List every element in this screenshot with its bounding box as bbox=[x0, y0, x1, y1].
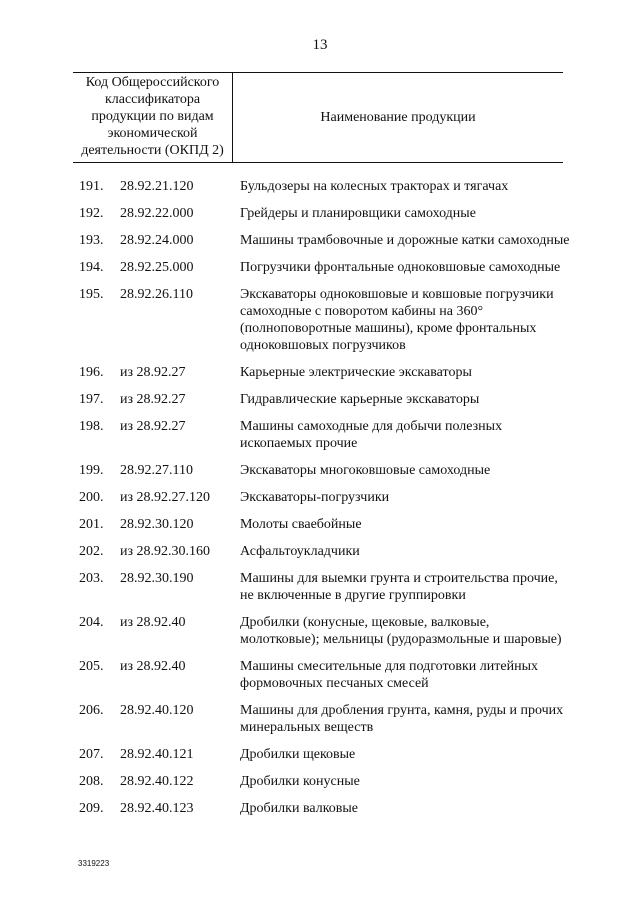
table-row bbox=[0, 364, 640, 391]
row-code: из 28.92.27.120 bbox=[120, 490, 211, 505]
row-name: Дробилки (конусные, щековые, валковые, молотковые); мельницы (рудоразмольные и шаровые) bbox=[240, 615, 562, 647]
row-code: 28.92.30.190 bbox=[120, 571, 194, 586]
header-code-column bbox=[73, 74, 232, 159]
row-code: из 28.92.40 bbox=[120, 659, 186, 674]
table-row bbox=[0, 746, 640, 773]
row-code: 28.92.30.120 bbox=[120, 517, 194, 532]
row-number: 201. bbox=[79, 517, 104, 532]
row-number: 196. bbox=[79, 365, 104, 380]
page-number: 13 bbox=[312, 37, 328, 53]
row-code: 28.92.26.110 bbox=[120, 287, 193, 302]
row-name: Машины самоходные для добычи полезных ископаемых прочие bbox=[240, 419, 503, 451]
table-row bbox=[0, 702, 640, 746]
table-row bbox=[0, 658, 640, 702]
row-name: Экскаваторы многоковшовые самоходные bbox=[240, 463, 491, 478]
table-header bbox=[73, 72, 563, 163]
row-name: Дробилки щековые bbox=[240, 747, 356, 762]
row-code: 28.92.21.120 bbox=[120, 179, 194, 194]
table-row bbox=[0, 543, 640, 570]
table-row bbox=[0, 516, 640, 543]
row-number: 191. bbox=[79, 179, 104, 194]
row-name: Машины смесительные для подготовки литейных формовочных песчаных смесей bbox=[240, 659, 538, 691]
row-number: 193. bbox=[79, 233, 104, 248]
header-code-line: экономической bbox=[107, 126, 198, 141]
row-code: 28.92.40.121 bbox=[120, 747, 194, 762]
row-name: Машины для дробления грунта, камня, руды и прочих минеральных веществ bbox=[240, 703, 564, 735]
row-number: 207. bbox=[79, 747, 104, 762]
table-row bbox=[0, 418, 640, 462]
header-code-line: продукции по видам bbox=[91, 109, 214, 124]
row-name: Экскаваторы-погрузчики bbox=[240, 490, 390, 505]
table-row bbox=[0, 232, 640, 259]
row-number: 198. bbox=[79, 419, 104, 434]
table-row bbox=[0, 614, 640, 658]
row-number: 205. bbox=[79, 659, 104, 674]
row-code: из 28.92.27 bbox=[120, 365, 186, 380]
row-name: Гидравлические карьерные экскаваторы bbox=[240, 392, 480, 407]
row-code: 28.92.24.000 bbox=[120, 233, 194, 248]
row-name: Машины для выемки грунта и строительства прочие, не включенные в другие группировки bbox=[240, 571, 558, 603]
row-name: Дробилки валковые bbox=[240, 801, 359, 816]
row-number: 209. bbox=[79, 801, 104, 816]
row-name: Бульдозеры на колесных тракторах и тягачах bbox=[240, 179, 509, 194]
row-number: 200. bbox=[79, 490, 104, 505]
table-row bbox=[0, 800, 640, 827]
table-row bbox=[0, 286, 640, 364]
row-name: Дробилки конусные bbox=[240, 774, 360, 789]
table-row bbox=[0, 570, 640, 614]
row-number: 192. bbox=[79, 206, 104, 221]
row-name: Карьерные электрические экскаваторы bbox=[240, 365, 472, 380]
row-name: Машины трамбовочные и дорожные катки самоходные bbox=[240, 233, 570, 248]
row-code: 28.92.27.110 bbox=[120, 463, 193, 478]
table-row bbox=[0, 391, 640, 418]
row-name: Экскаваторы одноковшовые и ковшовые погрузчики самоходные с поворотом кабины на 360° (полноповоротные машины), кроме фронтальных одноковшовых погрузчиков bbox=[240, 287, 554, 353]
row-number: 197. bbox=[79, 392, 104, 407]
row-number: 199. bbox=[79, 463, 104, 478]
row-name: Асфальтоукладчики bbox=[240, 544, 360, 559]
table-row bbox=[0, 462, 640, 489]
row-number: 202. bbox=[79, 544, 104, 559]
table-row bbox=[0, 773, 640, 800]
row-number: 195. bbox=[79, 287, 104, 302]
header-code-line: деятельности (ОКПД 2) bbox=[81, 143, 224, 158]
row-code: 28.92.40.122 bbox=[120, 774, 194, 789]
header-name-column: Наименование продукции bbox=[320, 109, 476, 125]
table-row bbox=[0, 489, 640, 516]
row-code: 28.92.25.000 bbox=[120, 260, 194, 275]
table-row bbox=[0, 205, 640, 232]
row-code: 28.92.22.000 bbox=[120, 206, 194, 221]
header-code-line: Код Общероссийского bbox=[85, 75, 220, 90]
row-code: 28.92.40.123 bbox=[120, 801, 194, 816]
row-name: Погрузчики фронтальные одноковшовые самоходные bbox=[240, 260, 561, 275]
document-code: 3319223 bbox=[78, 859, 110, 868]
row-name: Молоты сваебойные bbox=[240, 517, 362, 532]
row-code: из 28.92.27 bbox=[120, 392, 186, 407]
table-row bbox=[0, 259, 640, 286]
table-row bbox=[0, 178, 640, 205]
table-body bbox=[0, 178, 640, 827]
row-code: из 28.92.30.160 bbox=[120, 544, 211, 559]
header-code-line: классификатора bbox=[104, 92, 201, 107]
row-code: из 28.92.40 bbox=[120, 615, 186, 630]
row-number: 194. bbox=[79, 260, 104, 275]
row-number: 203. bbox=[79, 571, 104, 586]
row-number: 204. bbox=[79, 615, 104, 630]
row-name: Грейдеры и планировщики самоходные bbox=[240, 206, 476, 221]
row-number: 206. bbox=[79, 703, 104, 718]
row-number: 208. bbox=[79, 774, 104, 789]
row-code: из 28.92.27 bbox=[120, 419, 186, 434]
row-code: 28.92.40.120 bbox=[120, 703, 194, 718]
